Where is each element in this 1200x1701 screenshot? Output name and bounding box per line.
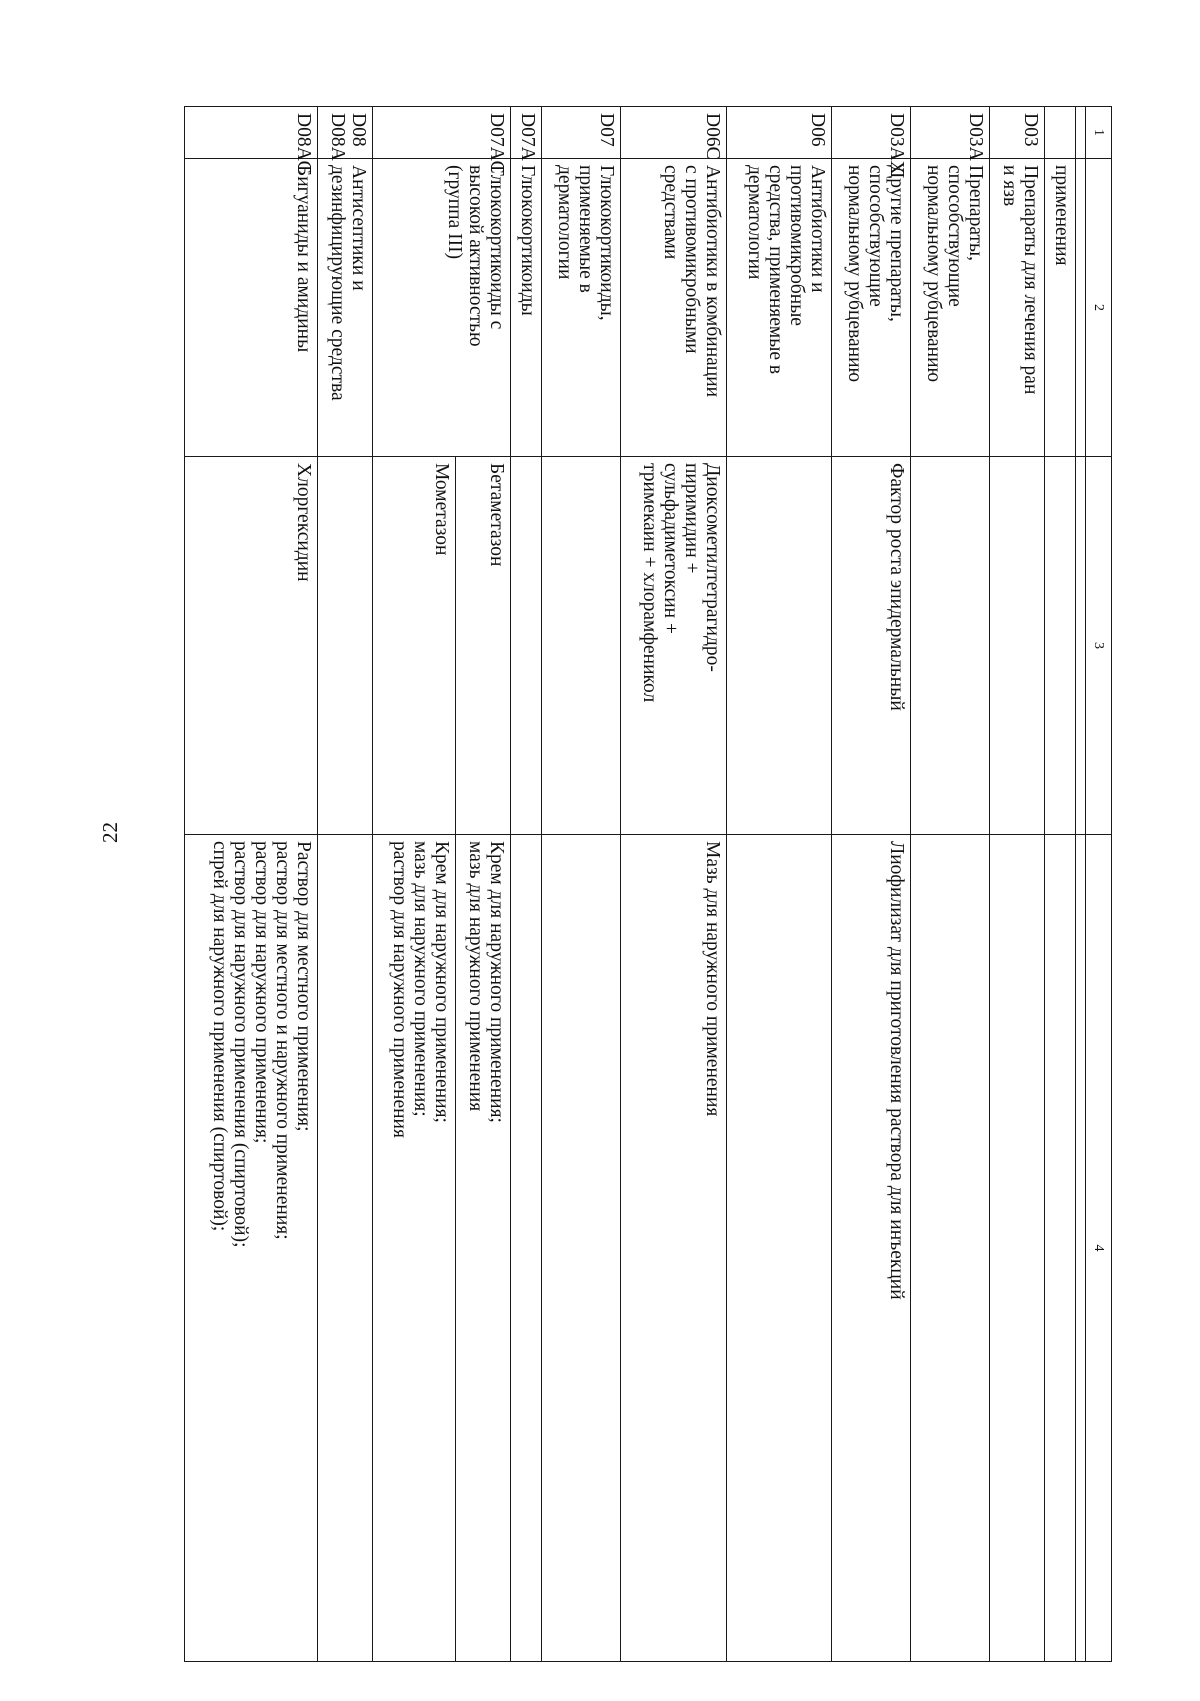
- form-cell: [911, 835, 990, 1662]
- form-cell: [456, 835, 511, 1662]
- form-cell: [317, 835, 372, 1662]
- group-name-line: средства, применяемые в: [764, 165, 786, 375]
- atc-code: D08: [347, 113, 369, 147]
- group-name-line: дерматологии: [743, 165, 765, 280]
- drug-cell: [372, 457, 455, 835]
- table-row: [317, 107, 372, 1662]
- dosage-form: раствор для наружного применения;: [250, 841, 272, 1144]
- form-cell: [511, 835, 542, 1662]
- group-name-line: способствующие: [944, 165, 966, 307]
- drug-cell: [726, 457, 831, 835]
- atc-code: D03: [1020, 113, 1042, 147]
- name-cell: [911, 159, 990, 457]
- table-row: [621, 107, 726, 1662]
- group-name-line: дезинфицирующие средства: [326, 165, 348, 401]
- atc-code: D03A: [965, 113, 987, 161]
- group-name-line: применяемые в: [575, 165, 597, 293]
- name-cell: [621, 159, 726, 457]
- dosage-form: Лиофилизат для приготовления раствора для инъекций: [886, 841, 908, 1300]
- group-name-line: Препараты для лечения ран: [1020, 165, 1042, 395]
- code-cell: [726, 107, 831, 159]
- drug-name: Диоксометилтетрагидро-: [701, 463, 723, 672]
- atc-code: D07A: [517, 113, 538, 161]
- drug-cell: [317, 457, 372, 835]
- atc-code: D06C: [701, 113, 723, 160]
- group-name-line: Антибиотики в комбинации: [701, 165, 723, 398]
- atc-code: D07AC: [486, 113, 508, 174]
- group-name-line: (группа III): [444, 165, 466, 260]
- drug-cell: [990, 457, 1045, 835]
- drug-cell: [511, 457, 542, 835]
- group-name-line: способствующие: [865, 165, 887, 307]
- group-name-line: Глюкокортикоиды с: [486, 165, 508, 330]
- drug-name: пиримидин +: [680, 463, 702, 574]
- drug-cell: [456, 457, 511, 835]
- atc-code: D03AX: [886, 113, 908, 175]
- dosage-form: раствор для наружного применения: [389, 841, 411, 1138]
- group-name-line: с противомикробными: [680, 165, 702, 354]
- group-name-line: Антисептики и: [347, 165, 369, 291]
- drug-table: [184, 106, 1112, 1662]
- group-name-line: и язв: [999, 165, 1021, 207]
- drug-cell: [1045, 457, 1076, 835]
- form-cell: [542, 835, 621, 1662]
- group-name-line: дерматологии: [554, 165, 576, 280]
- code-cell: [1045, 107, 1076, 159]
- header-col-2: 2: [1085, 159, 1111, 457]
- drug-name: Мометазон: [431, 463, 453, 556]
- dosage-form: раствор для наружного применения (спиртовой);: [229, 841, 251, 1248]
- spacer-row: [1075, 107, 1085, 1662]
- name-cell: [185, 159, 318, 457]
- atc-code: D07: [596, 113, 618, 147]
- drug-cell: [542, 457, 621, 835]
- name-cell: [317, 159, 372, 457]
- form-cell: [990, 835, 1045, 1662]
- group-name-line: Глюкокортикоиды: [517, 165, 538, 316]
- group-name-line: нормальному рубцеванию: [923, 165, 945, 383]
- drug-cell: [911, 457, 990, 835]
- table-row: [511, 107, 542, 1662]
- table-row: [990, 107, 1045, 1662]
- drug-name: сульфадиметоксин +: [659, 463, 681, 634]
- name-cell: [511, 159, 542, 457]
- dosage-form: Раствор для местного применения;: [292, 841, 314, 1132]
- dosage-form: раствор для местного и наружного применения;: [271, 841, 293, 1240]
- dosage-form: мазь для наружного применения: [465, 841, 487, 1112]
- header-row: [1085, 107, 1111, 1662]
- dosage-form: спрей для наружного применения (спиртовой);: [208, 841, 230, 1232]
- code-cell: [511, 107, 542, 159]
- group-name-line: Глюкокортикоиды,: [596, 165, 618, 321]
- code-cell: [831, 107, 910, 175]
- form-cell: [621, 835, 726, 1662]
- name-cell: [831, 159, 910, 457]
- code-cell: [317, 107, 372, 159]
- group-name-line: Бигуаниды и амидины: [292, 165, 314, 353]
- atc-code: D08AC: [292, 113, 314, 174]
- name-cell: [726, 159, 831, 457]
- code-cell: [990, 107, 1045, 159]
- continuation-text: применения: [1050, 165, 1072, 266]
- drug-cell: [831, 457, 910, 835]
- header-col-4: 4: [1085, 835, 1111, 1662]
- dosage-form: Крем для наружного применения;: [431, 841, 453, 1123]
- drug-name: Бетаметазон: [486, 463, 508, 567]
- table-rotated-wrapper: [184, 106, 1112, 1661]
- dosage-form: Крем для наружного применения;: [486, 841, 508, 1123]
- code-cell: [621, 107, 726, 159]
- group-name-line: нормальному рубцеванию: [844, 165, 866, 383]
- table-row: [542, 107, 621, 1662]
- name-cell: [1045, 159, 1076, 457]
- code-cell: [911, 107, 990, 159]
- page-number: 22: [98, 822, 122, 843]
- table-row: [1045, 107, 1076, 1662]
- drug-name: Фактор роста эпидермальный: [886, 463, 908, 711]
- name-cell: [372, 159, 510, 457]
- name-cell: [990, 159, 1045, 457]
- atc-code: D06: [806, 113, 828, 147]
- code-cell: [372, 107, 510, 174]
- form-cell: [1045, 835, 1076, 1662]
- drug-name: Хлоргексидин: [292, 463, 314, 582]
- header-col-3: 3: [1085, 457, 1111, 835]
- dosage-form: Мазь для наружного применения: [701, 841, 723, 1117]
- group-name-line: высокой активностью: [465, 165, 487, 347]
- table-row: [456, 107, 511, 1662]
- atc-code: D08A: [326, 113, 348, 161]
- table-row: [831, 107, 910, 1662]
- form-cell: [372, 835, 455, 1662]
- drug-cell: [185, 457, 318, 835]
- dosage-form: мазь для наружного применения;: [410, 841, 432, 1117]
- group-name-line: Другие препараты,: [886, 165, 908, 322]
- table-row: [185, 107, 318, 1662]
- table-row: [726, 107, 831, 1662]
- header-col-1: 1: [1085, 107, 1111, 159]
- group-name-line: Антибиотики и: [806, 165, 828, 293]
- group-name-line: противомикробные: [785, 165, 807, 326]
- group-name-line: средствами: [659, 165, 681, 260]
- form-cell: [831, 835, 910, 1662]
- drug-cell: [621, 457, 726, 835]
- name-cell: [542, 159, 621, 457]
- drug-name: тримекаин + хлорамфеникол: [638, 463, 660, 703]
- form-cell: [185, 835, 318, 1662]
- form-cell: [726, 835, 831, 1662]
- code-cell: [542, 107, 621, 159]
- code-cell: [185, 107, 318, 174]
- group-name-line: Препараты,: [965, 165, 987, 261]
- table-row: [911, 107, 990, 1662]
